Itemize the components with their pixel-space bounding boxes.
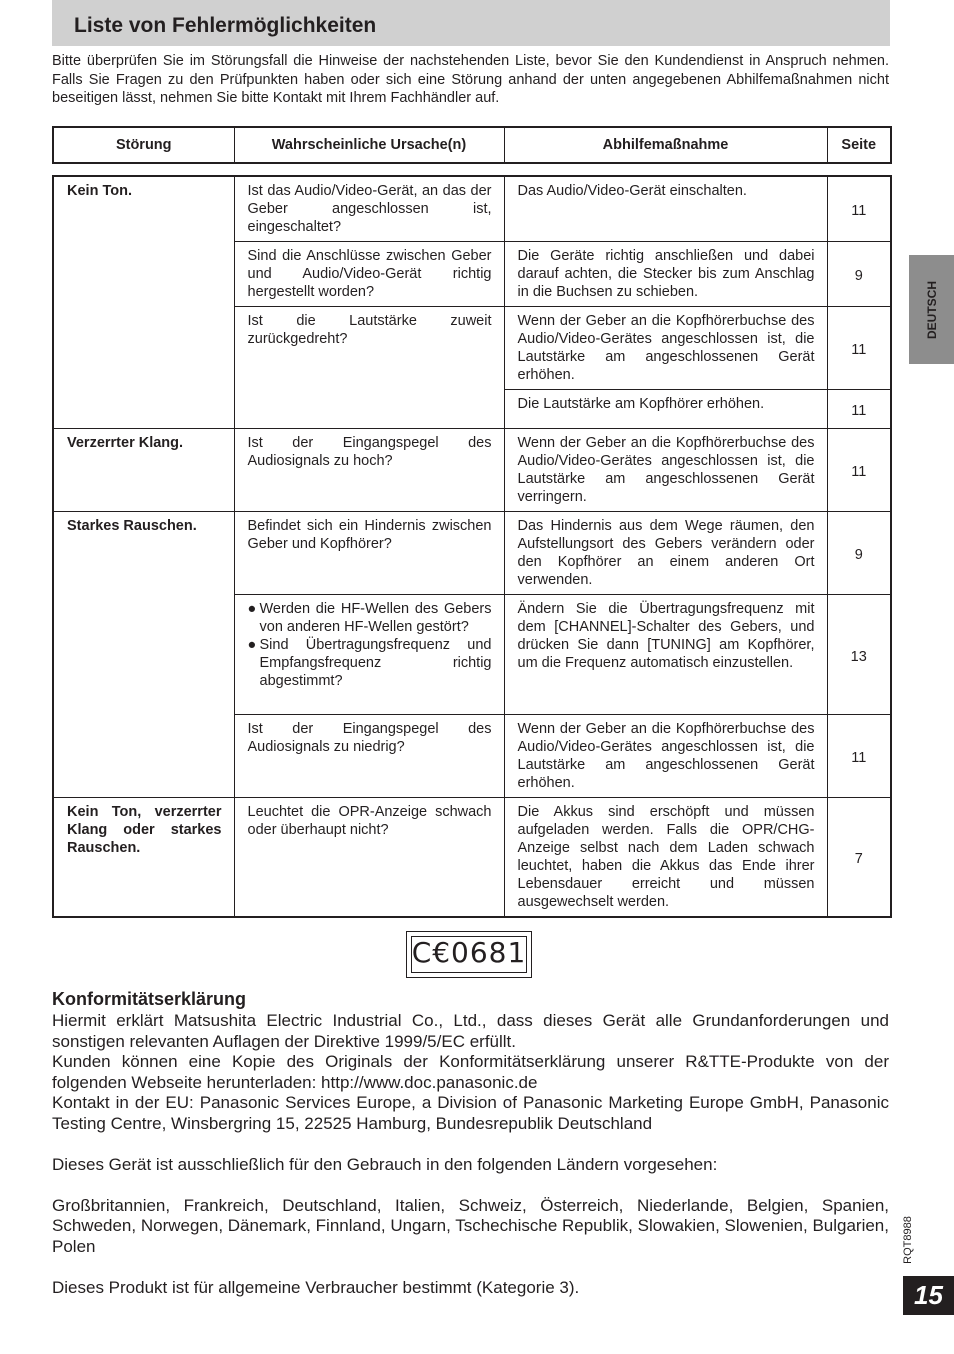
header-symptom: Störung — [115, 137, 172, 153]
symptom-cell: Starkes Rauschen. — [53, 512, 234, 798]
page-cell: 11 — [827, 429, 891, 512]
remedy-cell: Die Geräte richtig anschließen und dabei darauf achten, die Stecker bis zum Anschlag in die Buchsen zu schieben. — [504, 242, 827, 307]
declaration-paragraph: Dieses Produkt ist für allgemeine Verbraucher bestimmt (Kategorie 3). — [52, 1277, 580, 1297]
symptom-cell: Kein Ton. — [53, 176, 234, 429]
page-cell: 9 — [827, 242, 891, 307]
troubleshooting-table — [52, 175, 892, 918]
header-remedy: Abhilfemaßnahme — [504, 127, 827, 163]
header-page: Seite — [827, 127, 891, 163]
declaration-paragraph: Dieses Gerät ist ausschließlich für den Gebrauch in den folgenden Ländern vorgesehen: — [52, 1154, 718, 1174]
table-row — [53, 512, 891, 595]
table-row — [53, 176, 891, 242]
declaration-paragraph: Kunden können eine Kopie des Originals der Konformitätserklärung unserer R&TTE-Produkte von der folgenden Webseite herunterladen: http://www.doc.panasonic.de — [52, 1052, 889, 1092]
remedy-cell: Ändern Sie die Übertragungsfrequenz mit dem [CHANNEL]-Schalter des Gebers, und drücken Sie dann [TUNING] am Kopfhörer, um die Frequenz automatisch einzustellen. — [504, 595, 827, 715]
cause-cell: Ist der Eingangspegel des Audiosignals zu niedrig? — [234, 715, 504, 798]
declaration-paragraph: Hiermit erklärt Matsushita Electric Industrial Co., Ltd., dass dieses Gerät alle Grundanforderungen und sonstigen relevanten Auflagen der Direktive 1999/5/EC erfüllt. — [52, 1011, 889, 1051]
doc-code — [898, 1210, 918, 1270]
cause-cell: Sind die Anschlüsse zwischen Geber und Audio/Video-Gerät richtig hergestellt worden? — [234, 242, 504, 307]
bullet-text: Werden die HF-Wellen des Gebers von anderen HF-Wellen gestört? — [259, 601, 492, 635]
remedy-cell: Die Akkus sind erschöpft und müssen aufgeladen werden. Falls die OPR/CHG-Anzeige selbst nach dem Laden schwach leuchtet, haben die Akkus das Ende ihrer Lebensdauer erreicht und müssen ausgewechselt werden. — [504, 798, 827, 918]
remedy-cell: Wenn der Geber an die Kopfhörerbuchse des Audio/Video-Gerätes angeschlossen ist, die Lautstärke am angeschlossenen Gerät erhöhen. — [504, 715, 827, 798]
table-header — [52, 126, 892, 164]
declaration-body — [52, 1011, 889, 1298]
table-row — [53, 429, 891, 512]
table-row — [53, 798, 891, 918]
cause-cell — [234, 595, 504, 715]
language-tab-label: DEUTSCH — [924, 280, 939, 339]
bullet-item — [248, 600, 492, 636]
bullet-text: Sind Übertragungsfrequenz und Empfangsfrequenz richtig abgestimmt? — [259, 637, 492, 689]
language-tab — [909, 255, 954, 364]
cause-cell: Leuchtet die OPR-Anzeige schwach oder überhaupt nicht? — [234, 798, 504, 918]
cause-cell: Ist die Lautstärke zuweit zurückgedreht? — [234, 307, 504, 429]
ce-mark-text: C€0681 — [411, 936, 527, 969]
page-cell: 13 — [827, 595, 891, 715]
page-cell: 9 — [827, 512, 891, 595]
declaration-paragraph: Kontakt in der EU: Panasonic Services Europe, a Division of Panasonic Marketing Europe GmbH, Panasonic Testing Centre, Winsbergring 15, 22525 Hamburg, Bundesrepublik Deutschland — [52, 1093, 889, 1133]
page-cell: 11 — [827, 307, 891, 390]
page-cell: 7 — [827, 798, 891, 918]
remedy-cell: Wenn der Geber an die Kopfhörerbuchse des Audio/Video-Gerätes angeschlossen ist, die Lautstärke am angeschlossenen Gerät erhöhen. — [504, 307, 827, 390]
remedy-cell: Das Hindernis aus dem Wege räumen, den Aufstellungsort des Gebers verändern oder den Kopfhörer an einem anderen Ort verwenden. — [504, 512, 827, 595]
remedy-cell: Die Lautstärke am Kopfhörer erhöhen. — [504, 390, 827, 429]
cause-cell: Befindet sich ein Hindernis zwischen Geber und Kopfhörer? — [234, 512, 504, 595]
page-cell: 11 — [827, 390, 891, 429]
ce-mark — [406, 931, 532, 978]
bullet-icon: ● — [247, 637, 257, 653]
remedy-cell: Das Audio/Video-Gerät einschalten. — [504, 176, 827, 242]
remedy-cell: Wenn der Geber an die Kopfhörerbuchse des Audio/Video-Gerätes angeschlossen ist, die Lautstärke am angeschlossenen Gerät verringern. — [504, 429, 827, 512]
declaration-title: Konformitätserklärung — [52, 989, 247, 1009]
page-title: Liste von Fehlermöglichkeiten — [74, 14, 377, 37]
cause-cell: Ist der Eingangspegel des Audiosignals zu hoch? — [234, 429, 504, 512]
declaration-paragraph: Großbritannien, Frankreich, Deutschland, Italien, Schweiz, Österreich, Niederlande, Belgien, Spanien, Schweden, Norwegen, Dänemark, Finnland, Ungarn, Tschechische Republik, Slowakien, Slowenien, Bulgarien, Polen — [52, 1195, 889, 1256]
doc-code-label: RQT8988 — [902, 1216, 914, 1264]
page-cell: 11 — [827, 715, 891, 798]
symptom-cell: Kein Ton, verzerrter Klang oder starkes Rauschen. — [53, 798, 234, 918]
title-bar — [52, 0, 890, 46]
page-cell: 11 — [827, 176, 891, 242]
intro-text: Bitte überprüfen Sie im Störungsfall die Hinweise der nachstehenden Liste, bevor Sie den Kundendienst in Anspruch nehmen. Falls Sie Fragen zu den Prüfpunkten haben oder sich eine Störung anhand der unten angegebenen Abhilfemaßnahmen nicht beseitigen lässt, nehmen Sie bitte Kontakt mit Ihrem Fachhändler auf. — [52, 53, 889, 106]
page-number: 15 — [914, 1280, 943, 1310]
cause-cell: Ist das Audio/Video-Gerät, an das der Geber angeschlossen ist, eingeschaltet? — [234, 176, 504, 242]
symptom-cell: Verzerrter Klang. — [53, 429, 234, 512]
page-number-box — [903, 1276, 954, 1315]
bullet-item — [248, 636, 492, 690]
bullet-icon: ● — [247, 601, 257, 617]
header-cause: Wahrscheinliche Ursache(n) — [234, 127, 504, 163]
